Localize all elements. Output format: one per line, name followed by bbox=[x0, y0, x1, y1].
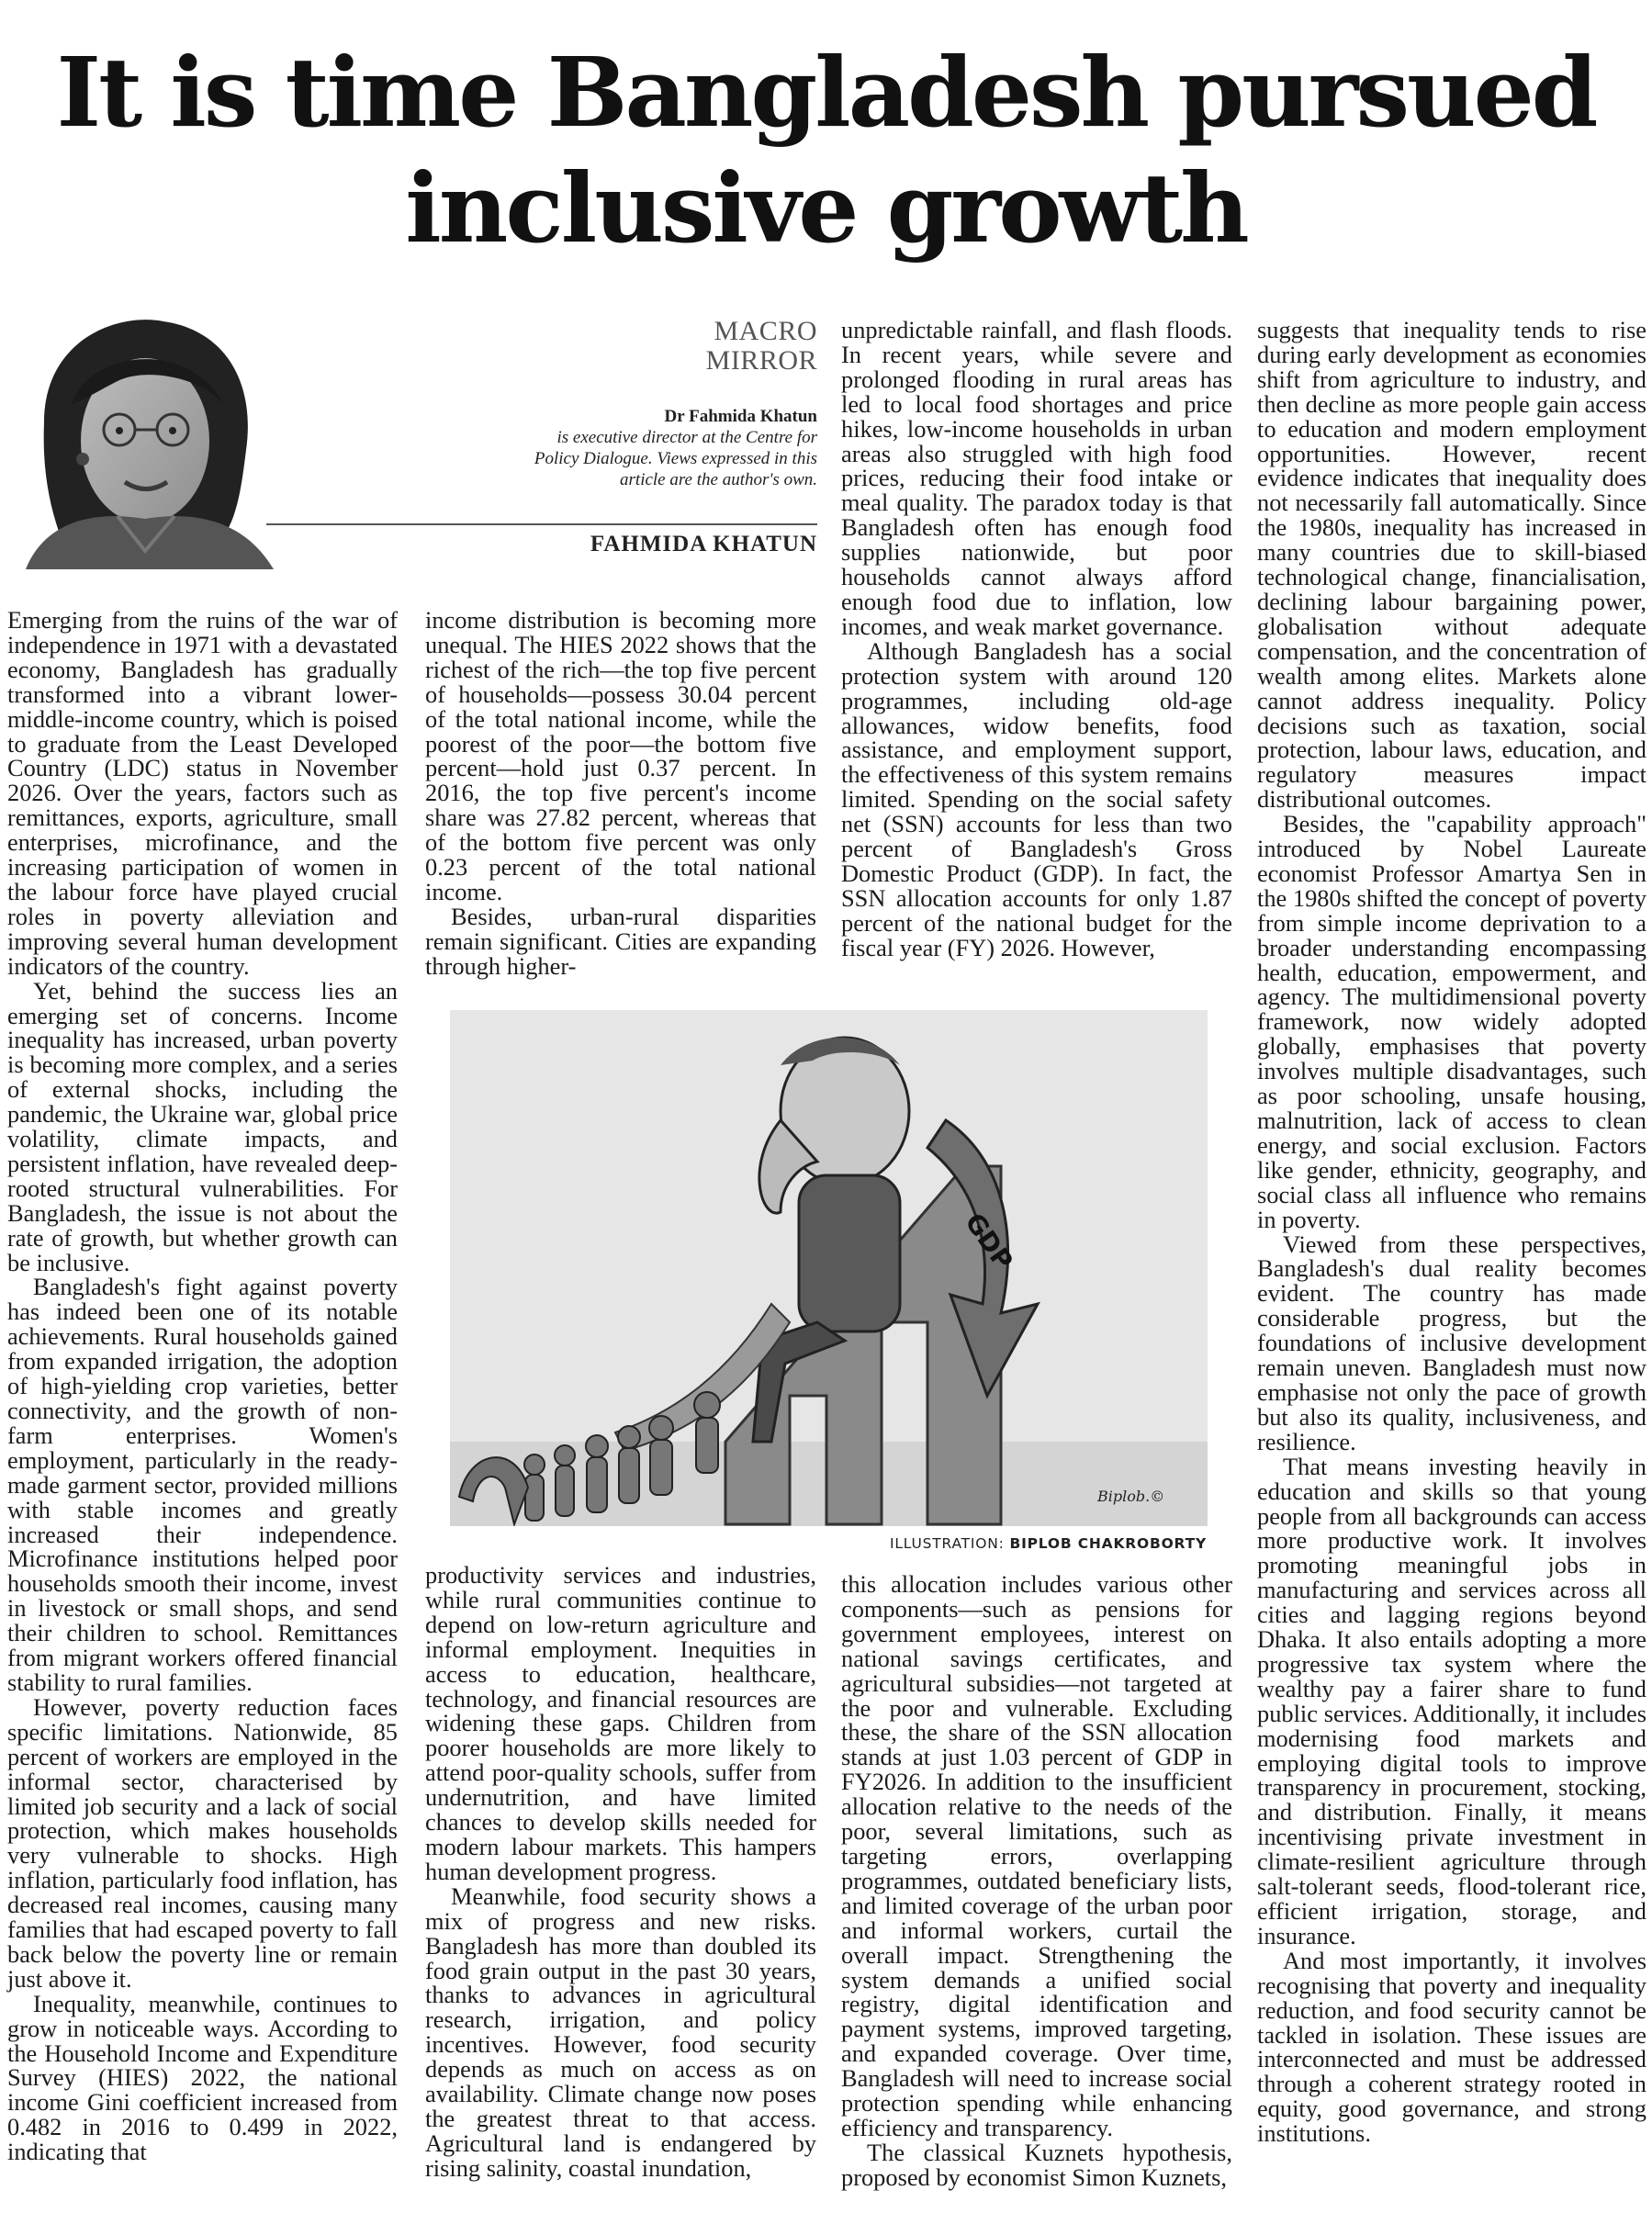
article-column-3-bottom bbox=[841, 1572, 1232, 2190]
article-column-2-bottom bbox=[425, 1563, 816, 2181]
byline: FAHMIDA KHATUN bbox=[590, 532, 817, 556]
headline-line-1: It is time Bangladesh pursued bbox=[56, 36, 1596, 149]
author-bio-line-1: is executive director at the Centre for bbox=[556, 428, 817, 447]
author-portrait bbox=[7, 303, 283, 569]
paragraph: Bangladesh's fight against poverty has indeed been one of its notable achievements. Rural households gained from expanded irrigation, the adoption of high-yielding crop varieties, better connectivity, and the growth of non-farm enterprises. Women's employment, particularly in the ready-made garment sector, provided millions with stable incomes and greatly increased their independence. Microfinance institutions helped poor households smooth their income, invest in livestock or small shops, and send their children to school. Remittances from migrant workers offered financial stability to rural families. bbox=[7, 1273, 398, 1696]
credit-prefix: ILLUSTRATION: bbox=[889, 1535, 1005, 1552]
paragraph: That means investing heavily in education and skills so that young people from all backgrounds can access more productive work. It involves promoting meaningful jobs in manufacturing and services across all cities and lagging regions beyond Dhaka. It also entails adopting a more progressive tax system where the wealthy pay a fairer share to fund public services. Additionally, it includes modernising food markets and employing digital tools to improve transparency in procurement, stocking, and distribution. Finally, it means incentivising private investment in climate-resilient agriculture through salt-tolerant seeds, flood-tolerant rice, efficient irrigation, storage, and insurance. bbox=[1257, 1452, 1646, 1949]
paragraph: Although Bangladesh has a social protection system with around 120 programmes, including old-age allowances, widow benefits, food assistance, and employment support, the effectiveness of this system remains limited. Spending on the social safety net (SSN) accounts for less than two percent of Bangladesh's Gross Domestic Product (GDP). In fact, the SSN allocation accounts for only 1.87 percent of the national budget for the fiscal year (FY) 2026. However, bbox=[841, 636, 1232, 961]
author-bio-line-3: article are the author's own. bbox=[620, 470, 817, 489]
article-column-1 bbox=[7, 608, 398, 2164]
paragraph: Besides, the "capability approach" introduced by Nobel Laureate economist Professor Amartya Sen in the 1980s shifted the concept of poverty from simple income deprivation to a broader understanding encompassing health, education, empowerment, and agency. The multidimensional poverty framework, now widely adopted globally, emphasises that poverty involves multiple disadvantages, such as poor schooling, unsafe housing, malnutrition, lack of access to clean energy, and social exclusion. Factors like gender, ethnicity, geography, and social class all influence who remains in poverty. bbox=[1257, 810, 1646, 1233]
author-bio-name: Dr Fahmida Khatun bbox=[664, 407, 817, 426]
headline bbox=[0, 35, 1652, 266]
paragraph: unpredictable rainfall, and flash floods. In recent years, while severe and prolonged flooding in rural areas has led to local food shortages and price hikes, low-income households in urban areas also struggled with high food prices, reducing their food intake or meal quality. The paradox today is that Bangladesh often has enough food supplies nationwide, but poor households cannot always afford enough food due to inflation, low incomes, and weak market governance. bbox=[841, 316, 1232, 640]
gdp-label: GDP bbox=[959, 1207, 1019, 1275]
illustration-credit bbox=[863, 1535, 1207, 1552]
paragraph: this allocation includes various other components—such as pensions for government employees, interest on national savings certificates, and agricultural subsidies—not targeted at the poor and vulnerable. Excluding these, the share of the SSN allocation stands at just 1.03 percent of GDP in FY2026. In addition to the insufficient allocation relative to the needs of the poor, several limitations, such as targeting errors, overlapping programmes, outdated beneficiary lists, and limited coverage of the urban poor and informal workers, curtail the overall impact. Strengthening the system demands a unified social registry, digital identification and payment systems, improved targeting, and expanded coverage. Over time, Bangladesh will need to increase social protection spending while enhancing efficiency and transparency. bbox=[841, 1570, 1232, 2141]
paragraph: However, poverty reduction faces specific limitations. Nationwide, 85 percent of workers are employed in the informal sector, characterised by limited job security and a lack of social protection, which makes households very vulnerable to shocks. High inflation, particularly food inflation, has decreased real incomes, causing many families that had escaped poverty to fall back below the poverty line or remain just above it. bbox=[7, 1692, 398, 1993]
illustration-signature: Biplob.© bbox=[1097, 1488, 1165, 1505]
column-label-line-2: MIRROR bbox=[705, 345, 817, 376]
paragraph: income distribution is becoming more unequal. The HIES 2022 shows that the richest of the rich—the top five percent of households—possess 30.04 percent of the total national income, while the poorest of the poor—the bottom five percent—hold just 0.37 percent. In 2016, the top five percent's income share was 27.82 percent, whereas that of the bottom five percent was only 0.23 percent of the total national income. bbox=[425, 606, 816, 905]
article-column-3-top bbox=[841, 318, 1232, 960]
paragraph: Besides, urban-rural disparities remain significant. Cities are expanding through higher- bbox=[425, 902, 816, 980]
credit-name: BIPLOB CHAKROBORTY bbox=[1009, 1535, 1207, 1552]
paragraph: Inequality, meanwhile, continues to grow in noticeable ways. According to the Household Income and Expenditure Survey (HIES) 2022, the national income Gini coefficient increased from 0.482 in 2016 to 0.499 in 2022, indicating that bbox=[7, 1989, 398, 2166]
paragraph: productivity services and industries, while rural communities continue to depend on low-return agriculture and informal employment. Inequities in access to education, healthcare, technology, and financial resources are widening these gaps. Children from poorer households are more likely to attend poor-quality schools, suffer from undernutrition, and have limited chances to develop skills needed for modern labour markets. This hampers human development progress. bbox=[425, 1561, 816, 1885]
author-bio bbox=[432, 406, 817, 490]
paragraph: Viewed from these perspectives, Bangladesh's dual reality becomes evident. The country has made considerable progress, but the foundations of inclusive development remain uneven. Bangladesh must now emphasise not only the pace of growth but also its quality, inclusiveness, and resilience. bbox=[1257, 1230, 1646, 1455]
paragraph: And most importantly, it involves recognising that poverty and inequality reduction, and food security cannot be tackled in isolation. These issues are interconnected and must be addressed through a coherent strategy rooted in equity, good governance, and strong institutions. bbox=[1257, 1946, 1646, 2148]
headline-line-2: inclusive growth bbox=[405, 152, 1247, 264]
paragraph: Yet, behind the success lies an emerging set of concerns. Income inequality has increased, urban poverty is becoming more complex, and a series of external shocks, including the pandemic, the Ukraine war, global price volatility, climate impacts, and persistent inflation, have revealed deep-rooted structural vulnerabilities. For Bangladesh, the issue is not about the rate of growth, but whether growth can be inclusive. bbox=[7, 976, 398, 1276]
column-label-line-1: MACRO bbox=[714, 316, 817, 346]
article-column-4 bbox=[1257, 318, 1646, 2146]
author-bio-line-2: Policy Dialogue. Views expressed in this bbox=[534, 449, 817, 468]
paragraph: The classical Kuznets hypothesis, proposed by economist Simon Kuznets, bbox=[841, 2138, 1232, 2191]
illustration bbox=[450, 1010, 1208, 1526]
byline-rule bbox=[266, 523, 817, 525]
paragraph: Emerging from the ruins of the war of independence in 1971 with a devastated economy, Bangladesh has gradually transformed into a vibrant lower-middle-income country, which is poised to graduate from the Least Developed Country (LDC) status in November 2026. Over the years, factors such as remittances, exports, agriculture, small enterprises, microfinance, and the increasing participation of women in the labour force have played crucial roles in poverty alleviation and improving several human development indicators of the country. bbox=[7, 606, 398, 980]
paragraph: suggests that inequality tends to rise during early development as economies shift from agriculture to industry, and then decline as more people gain access to education and modern employment opportunities. However, recent evidence indicates that inequality does not necessarily fall automatically. Since the 1980s, inequality has increased in many countries due to skill-biased technological change, financialisation, declining labour bargaining power, globalisation without adequate compensation, and the concentration of wealth among elites. Markets alone cannot address inequality. Policy decisions such as taxation, social protection, labour laws, education, and regulatory measures impact distributional outcomes. bbox=[1257, 316, 1646, 814]
article-column-2-top bbox=[425, 608, 816, 979]
column-label bbox=[588, 317, 817, 376]
paragraph: Meanwhile, food security shows a mix of progress and new risks. Bangladesh has more than doubled its food grain output in the past 30 years, thanks to advances in agricultural research, irrigation, and policy incentives. However, food security depends as much on access as on availability. Climate change now poses the greatest threat to that access. Agricultural land is endangered by rising salinity, coastal inundation, bbox=[425, 1881, 816, 2182]
